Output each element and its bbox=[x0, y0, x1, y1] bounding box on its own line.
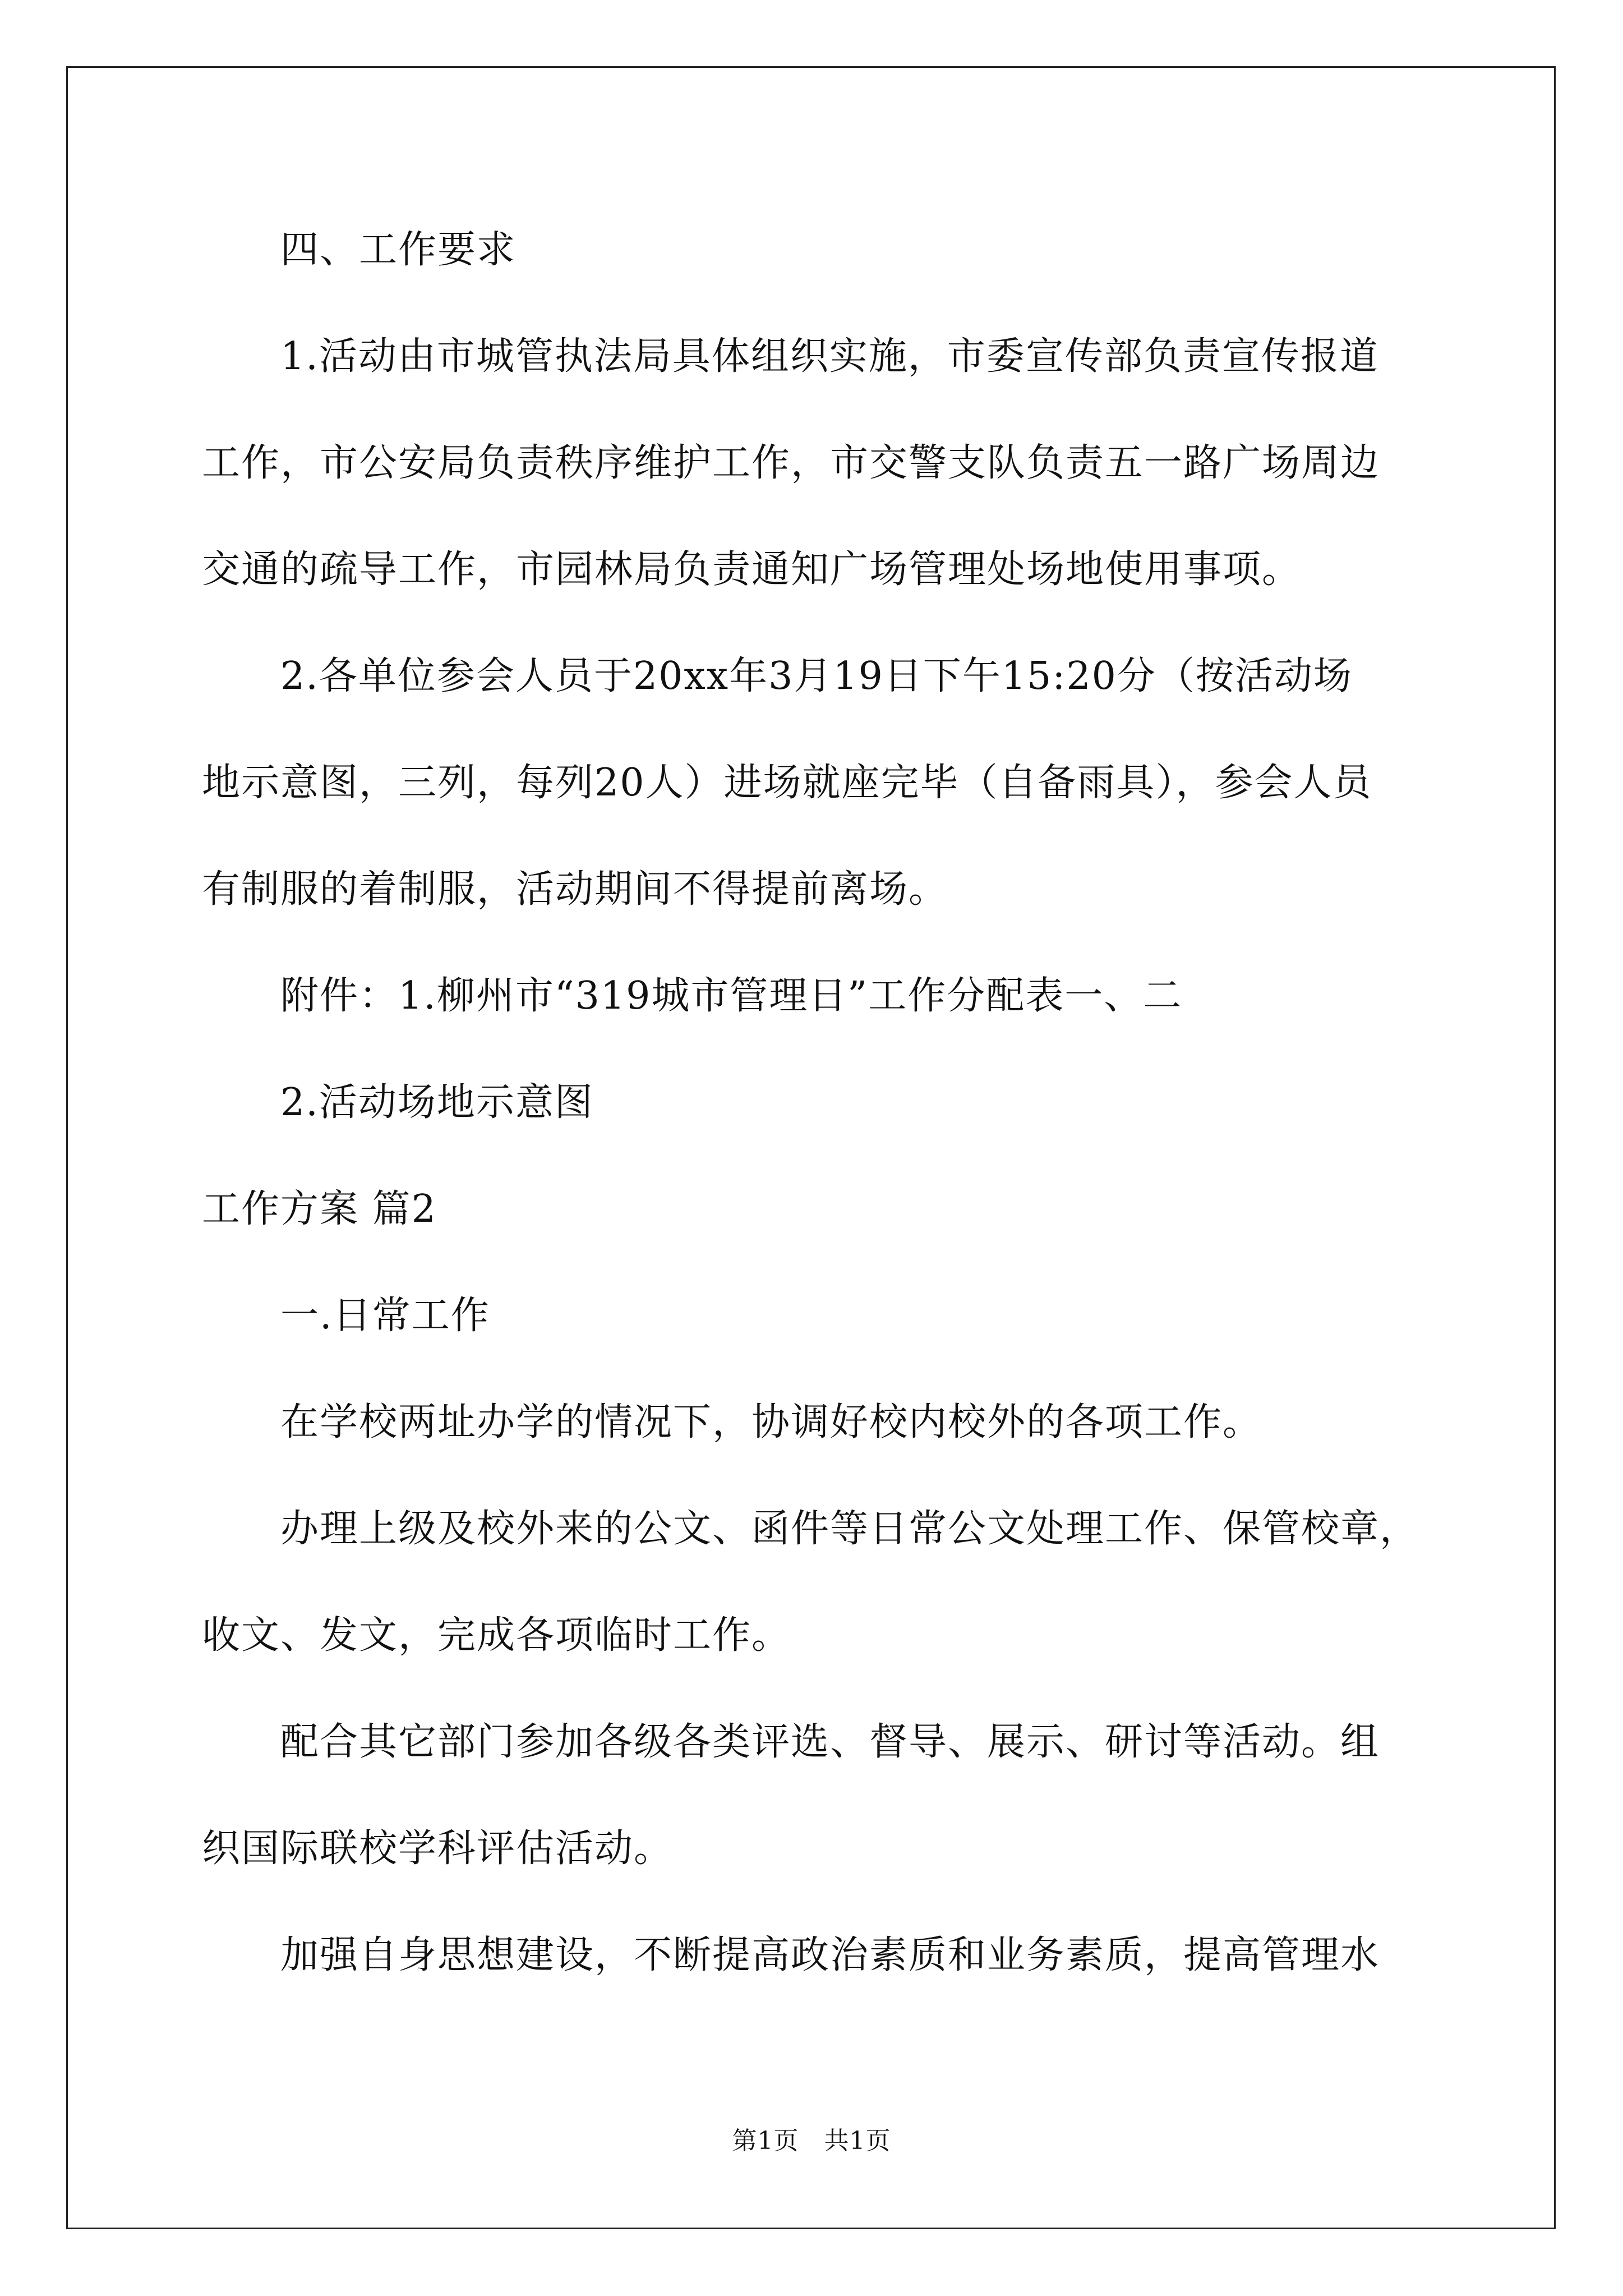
section-title: 工作方案 篇2 bbox=[202, 1187, 437, 1231]
paragraph-line: 加强自身思想建设，不断提高政治素质和业务素质，提高管理水 bbox=[280, 1933, 1380, 1977]
paragraph-line: 有制服的着制服，活动期间不得提前离场。 bbox=[202, 867, 948, 912]
page-number: 第1页 共1页 bbox=[732, 2127, 891, 2155]
attachment-line: 附件：1.柳州市“319城市管理日”工作分配表一、二 bbox=[280, 974, 1183, 1018]
page-border bbox=[66, 66, 1556, 2229]
paragraph-line: 2.各单位参会人员于20xx年3月19日下午15:20分（按活动场 bbox=[280, 654, 1353, 698]
paragraph-line: 交通的疏导工作，市园林局负责通知广场管理处场地使用事项。 bbox=[202, 547, 1302, 592]
paragraph-line: 收文、发文，完成各项临时工作。 bbox=[202, 1613, 791, 1658]
paragraph-line: 配合其它部门参加各级各类评选、督导、展示、研讨等活动。组 bbox=[280, 1720, 1380, 1764]
paragraph-line: 在学校两址办学的情况下，协调好校内校外的各项工作。 bbox=[280, 1400, 1262, 1444]
paragraph-line: 1.活动由市城管执法局具体组织实施，市委宣传部负责宣传报道 bbox=[280, 334, 1379, 379]
attachment-line: 2.活动场地示意图 bbox=[280, 1080, 594, 1125]
paragraph-line: 办理上级及校外来的公文、函件等日常公文处理工作、保管校章， bbox=[280, 1507, 1419, 1551]
paragraph-line: 地示意图，三列，每列20人）进场就座完毕（自备雨具），参会人员 bbox=[202, 761, 1372, 805]
paragraph-line: 织国际联校学科评估活动。 bbox=[202, 1826, 674, 1871]
section-heading: 一.日常工作 bbox=[280, 1294, 490, 1338]
section-heading: 四、工作要求 bbox=[280, 228, 517, 272]
paragraph-line: 工作，市公安局负责秩序维护工作，市交警支队负责五一路广场周边 bbox=[202, 441, 1380, 485]
